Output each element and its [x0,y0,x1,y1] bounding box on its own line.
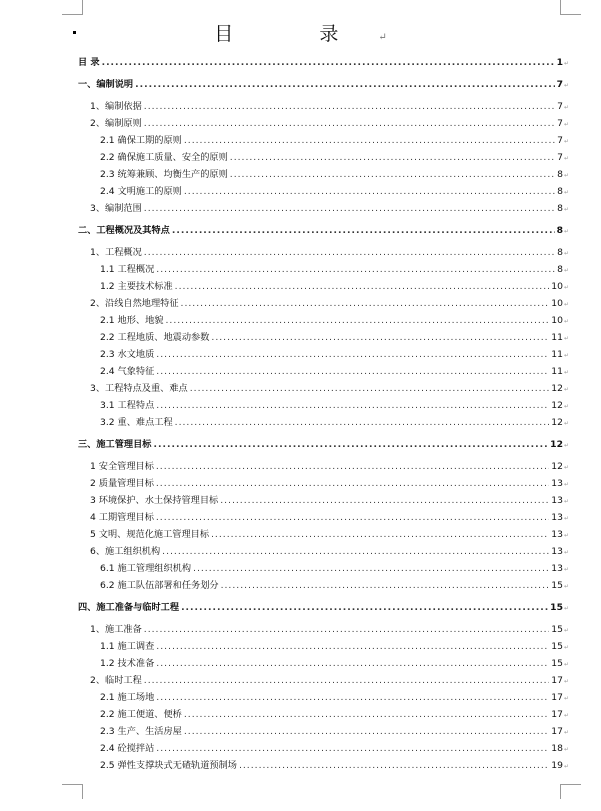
toc-leader-dots [144,203,555,215]
toc-entry-page: 10 [551,281,563,292]
toc-entry-page: 8 [556,225,563,236]
toc-entry-page: 7 [557,101,563,112]
paragraph-mark: ↵ [563,532,569,539]
paragraph-mark: ↵ [563,661,569,668]
toc-leader-dots [165,315,549,327]
toc-leader-dots [156,400,549,412]
toc-entry-page: 11 [551,332,563,343]
toc-leader-dots [230,169,555,181]
toc-entry-label: 3.2 重、难点工程 [100,417,173,428]
toc-entry[interactable] [78,225,569,238]
paragraph-mark: ↵ [563,566,569,573]
paragraph-mark: ↵ [378,32,387,43]
paragraph-mark: ↵ [563,403,569,410]
paragraph-mark: ↵ [563,155,569,162]
toc-leader-dots [175,417,550,429]
toc-entry-page: 12 [551,383,563,394]
toc-entry-label: 1.2 主要技术标准 [100,281,173,292]
paragraph-mark: ↵ [563,228,569,235]
toc-entry[interactable] [78,186,569,199]
paragraph-mark: ↵ [563,82,569,89]
paragraph-mark: ↵ [563,644,569,651]
toc-leader-dots [184,709,549,721]
paragraph-mark: ↵ [563,189,569,196]
toc-entry[interactable] [78,118,569,131]
paragraph-mark: ↵ [563,695,569,702]
toc-leader-dots [221,580,550,592]
toc-entry-label: 2.4 砼搅拌站 [100,743,155,754]
toc-entry-page: 13 [551,563,563,574]
toc-entry-label: 二、工程概况及其特点 [78,225,170,236]
toc-leader-dots [144,118,555,130]
toc-entry[interactable] [78,709,569,722]
toc-entry-label: 6、施工组织机构 [90,546,161,557]
toc-entry-page: 12 [551,417,563,428]
toc-entry-page: 17 [551,675,563,686]
toc-entry[interactable] [78,692,569,705]
toc-entry-label: 5 文明、规范化施工管理目标 [90,529,210,540]
crop-mark-bottom-right [560,784,581,799]
toc-entry-label: 2.2 施工便道、便桥 [100,709,182,720]
toc-entry[interactable] [78,315,569,328]
toc-leader-dots [156,264,555,276]
paragraph-mark: ↵ [563,267,569,274]
toc-entry-label: 三、施工管理目标 [78,439,152,450]
toc-leader-dots [156,478,549,490]
toc-entry-page: 10 [551,315,563,326]
toc-entry-label: 4 工期管理目标 [90,512,154,523]
paragraph-mark: ↵ [563,104,569,111]
crop-mark-bottom-left [62,784,83,799]
toc-leader-dots [211,529,549,541]
toc-entry-page: 8 [557,247,563,258]
toc-entry[interactable] [78,101,569,114]
toc-leader-dots [162,546,549,558]
toc-leader-dots [156,461,549,473]
paragraph-mark: ↵ [563,498,569,505]
toc-entry-page: 10 [551,298,563,309]
paragraph-mark: ↵ [563,627,569,634]
toc-entry[interactable] [78,281,569,294]
toc-entry[interactable] [78,152,569,165]
toc-entry[interactable] [78,495,569,508]
toc-entry-label: 四、施工准备与临时工程 [78,602,180,613]
toc-entry-label: 3、编制范围 [90,203,142,214]
toc-entry-label: 目 录 [78,57,100,68]
toc-entry[interactable] [78,264,569,277]
toc-entry[interactable] [78,298,569,311]
toc-leader-dots [156,692,549,704]
toc-entry-page: 1 [556,57,563,68]
toc-entry-page: 17 [551,692,563,703]
paragraph-mark: ↵ [563,712,569,719]
paragraph-mark: ↵ [563,284,569,291]
toc-entry-label: 2.5 弹性支撑块式无碴轨道预制场 [100,760,237,771]
toc-entry-page: 11 [551,349,563,360]
toc-entry-page: 11 [551,366,563,377]
toc-entry-page: 8 [557,264,563,275]
toc-entry[interactable] [78,726,569,739]
paragraph-mark: ↵ [563,138,569,145]
paragraph-mark: ↵ [563,763,569,770]
toc-entry[interactable] [78,135,569,148]
toc-leader-dots [154,439,549,451]
toc-entry-label: 2、临时工程 [90,675,142,686]
toc-entry[interactable] [78,332,569,345]
toc-entry[interactable] [78,400,569,413]
toc-entry-label: 2.3 水文地质 [100,349,155,360]
toc-leader-dots [184,186,555,198]
paragraph-mark: ↵ [563,464,569,471]
toc-entry-label: 1.1 施工调查 [100,641,155,652]
toc-entry-page: 7 [557,152,563,163]
toc-leader-dots [144,675,549,687]
toc-entry[interactable] [78,57,569,70]
toc-leader-dots [184,135,555,147]
toc-entry[interactable] [78,203,569,216]
toc-entry-page: 19 [551,760,563,771]
toc-entry[interactable] [78,366,569,379]
toc-entry[interactable] [78,383,569,396]
toc-entry-label: 2.3 统筹兼顾、均衡生产的原则 [100,169,228,180]
toc-leader-dots [175,281,550,293]
toc-leader-dots [156,743,549,755]
toc-entry-label: 2.4 文明施工的原则 [100,186,182,197]
toc-leader-dots [190,383,550,395]
paragraph-mark: ↵ [563,335,569,342]
toc-entry[interactable] [78,529,569,542]
toc-entry-label: 2.3 生产、生活房屋 [100,726,182,737]
toc-leader-dots [156,366,549,378]
toc-entry-label: 2.2 确保施工质量、安全的原则 [100,152,228,163]
paragraph-mark: ↵ [563,746,569,753]
paragraph-mark: ↵ [563,352,569,359]
paragraph-mark: ↵ [563,369,569,376]
toc-entry[interactable] [78,624,569,637]
toc-leader-dots [181,602,548,614]
toc-entry-page: 13 [551,478,563,489]
toc-entry-page: 8 [557,169,563,180]
toc-entry[interactable] [78,417,569,430]
toc-entry-page: 13 [551,529,563,540]
toc-entry-label: 1、编制依据 [90,101,142,112]
toc-entry[interactable] [78,247,569,260]
toc-entry-label: 2.2 工程地质、地震动参数 [100,332,210,343]
crop-mark-top-left [62,0,83,15]
toc-entry-label: 1.1 工程概况 [100,264,155,275]
toc-entry-page: 12 [551,400,563,411]
toc-entry-label: 2、编制原则 [90,118,142,129]
toc-entry-page: 15 [551,641,563,652]
toc-leader-dots [239,760,549,772]
toc-leader-dots [102,57,555,69]
toc-entry-label: 1、工程概况 [90,247,142,258]
toc-entry-page: 13 [551,546,563,557]
paragraph-mark: ↵ [563,549,569,556]
toc-entry-page: 17 [551,709,563,720]
toc-entry-page: 18 [551,743,563,754]
toc-leader-dots [211,332,549,344]
toc-entry-page: 8 [557,186,563,197]
paragraph-mark: ↵ [563,121,569,128]
toc-leader-dots [156,658,549,670]
toc-entry[interactable] [78,478,569,491]
toc-entry-label: 2.1 施工场地 [100,692,155,703]
toc-entry-label: 2.4 气象特征 [100,366,155,377]
toc-entry[interactable] [78,641,569,654]
toc-entry[interactable] [78,439,569,452]
toc-entry[interactable] [78,743,569,756]
paragraph-mark: ↵ [563,583,569,590]
paragraph-mark: ↵ [563,678,569,685]
toc-entry[interactable] [78,169,569,182]
toc-leader-dots [181,298,550,310]
toc-entry[interactable] [78,563,569,576]
toc-entry-label: 3.1 工程特点 [100,400,155,411]
paragraph-mark: ↵ [563,318,569,325]
toc-entry-label: 3、工程特点及重、难点 [90,383,188,394]
toc-entry-page: 8 [557,203,563,214]
toc-leader-dots [193,563,549,575]
toc-leader-dots [144,247,555,259]
toc-heading [0,19,601,46]
toc-entry-label: 6.1 施工管理组织机构 [100,563,192,574]
toc-leader-dots [156,512,549,524]
toc-entry-label: 1.2 技术准备 [100,658,155,669]
paragraph-mark: ↵ [563,515,569,522]
toc-entry[interactable] [78,349,569,362]
toc-entry[interactable] [78,658,569,671]
toc-leader-dots [144,624,549,636]
toc-entry-page: 17 [551,726,563,737]
toc-entry[interactable] [78,79,569,92]
toc-entry-page: 13 [551,512,563,523]
paragraph-mark: ↵ [563,420,569,427]
toc-leader-dots [184,726,549,738]
toc-leader-dots [156,349,549,361]
paragraph-mark: ↵ [563,442,569,449]
toc-entry-label: 一、编制说明 [78,79,134,90]
toc-entry[interactable] [78,675,569,688]
toc-leader-dots [156,641,549,653]
toc-entry[interactable] [78,512,569,525]
toc-entry-label: 1 安全管理目标 [90,461,154,472]
paragraph-mark: ↵ [563,605,569,612]
toc-entry-page: 7 [557,135,563,146]
toc-entry-page: 15 [551,580,563,591]
toc-heading-text: 目 录 [214,23,379,45]
toc-entry-label: 3 环境保护、水土保持管理目标 [90,495,219,506]
toc-leader-dots [144,101,555,113]
toc-leader-dots [172,225,555,237]
toc-entry[interactable] [78,602,569,615]
toc-leader-dots [220,495,549,507]
paragraph-mark: ↵ [563,301,569,308]
toc-entry-page: 15 [551,624,563,635]
paragraph-mark: ↵ [563,206,569,213]
toc-entry-label: 1、施工准备 [90,624,142,635]
toc-entry-label: 2.1 确保工期的原则 [100,135,182,146]
toc-leader-dots [135,79,554,91]
toc-entry-label: 2、沿线自然地理特征 [90,298,179,309]
toc-entry-label: 6.2 施工队伍部署和任务划分 [100,580,219,591]
toc-entry-page: 12 [551,461,563,472]
paragraph-mark: ↵ [563,250,569,257]
toc-entry-page: 13 [551,495,563,506]
toc-entry-page: 7 [557,118,563,129]
paragraph-mark: ↵ [563,386,569,393]
paragraph-mark: ↵ [563,172,569,179]
paragraph-mark: ↵ [563,481,569,488]
toc-entry-page: 15 [550,602,563,613]
crop-mark-top-right [560,0,581,15]
toc-entry-page: 12 [550,439,563,450]
paragraph-mark: ↵ [563,60,569,67]
toc-entry-page: 7 [556,79,563,90]
toc-entry[interactable] [78,580,569,593]
toc-entry[interactable] [78,546,569,559]
toc-entry[interactable] [78,461,569,474]
toc-entry[interactable] [78,760,569,773]
toc-entry-label: 2 质量管理目标 [90,478,154,489]
toc-leader-dots [230,152,555,164]
toc-entry-label: 2.1 地形、地貌 [100,315,164,326]
toc-entry-page: 15 [551,658,563,669]
paragraph-mark: ↵ [563,729,569,736]
